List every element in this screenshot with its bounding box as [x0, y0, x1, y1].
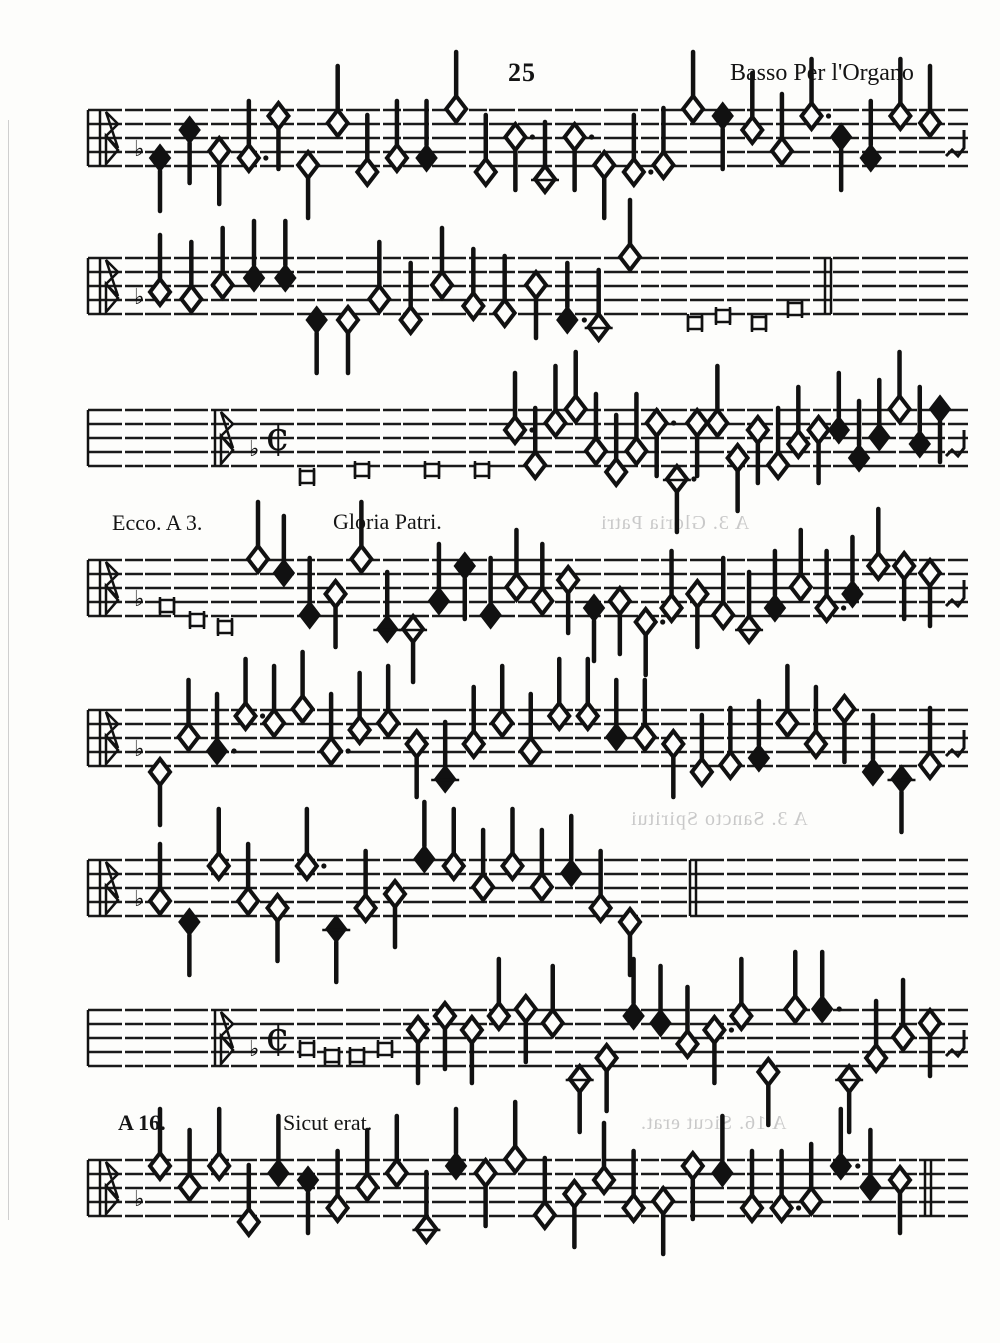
minim-note — [606, 459, 626, 485]
minim-note — [357, 159, 377, 185]
semiminim-note — [414, 846, 434, 872]
bleed-through-text: A 3. Sancto Spiritui — [630, 808, 808, 830]
breve-note — [218, 621, 232, 633]
minim-note — [506, 574, 526, 600]
dot — [671, 420, 676, 425]
minim-note — [890, 396, 910, 422]
custos-icon — [946, 130, 964, 156]
minim-note — [626, 438, 646, 464]
minim-note — [707, 410, 727, 436]
breve-note — [688, 317, 702, 329]
music-staff-5 — [0, 690, 1000, 810]
section-label-sicut: Sicut erat. — [283, 1110, 373, 1135]
minim-note — [653, 1188, 673, 1214]
minim-note — [532, 588, 552, 614]
flat-icon: ♭ — [134, 737, 145, 762]
minim-note — [525, 452, 545, 478]
flat-icon: ♭ — [134, 1187, 145, 1212]
music-staff-4 — [0, 540, 1000, 660]
cut-time-icon: ¢ — [265, 414, 291, 460]
semiminim-note — [561, 860, 581, 886]
dot — [260, 713, 265, 718]
semiminim-note — [557, 307, 577, 333]
minim-note — [772, 138, 792, 164]
minim-note — [893, 1024, 913, 1050]
custos-icon — [946, 1030, 964, 1056]
minim-note — [248, 546, 268, 572]
custos-icon — [946, 430, 964, 456]
dot — [841, 605, 846, 610]
semiminim-note — [863, 759, 883, 785]
dot — [855, 1163, 860, 1168]
minim-note — [476, 159, 496, 185]
minim-note — [920, 110, 940, 136]
dot — [660, 619, 665, 624]
semiminim-note — [207, 738, 227, 764]
page-number: 25 — [508, 58, 536, 87]
music-staff-8 — [0, 1140, 1000, 1260]
minim-note — [495, 300, 515, 326]
minim-note — [298, 152, 318, 178]
section-label-ecco: Ecco. A 3. — [112, 510, 203, 535]
section-label-a16: A 16. — [118, 1110, 166, 1135]
breve-note — [788, 303, 802, 315]
minim-note — [150, 759, 170, 785]
semiminim-note — [831, 124, 851, 150]
minim-note — [586, 438, 606, 464]
minim-note — [610, 588, 630, 614]
semiminim-note — [307, 307, 327, 333]
minim-note — [687, 410, 707, 436]
minim-note — [357, 1174, 377, 1200]
running-title: Basso Per l'Organo — [730, 60, 914, 86]
minim-note — [351, 546, 371, 572]
semiminim-note — [651, 1010, 671, 1036]
minim-note — [209, 138, 229, 164]
dot — [796, 1205, 801, 1210]
minim-note — [594, 152, 614, 178]
semiminim-note — [481, 602, 501, 628]
dot — [729, 1027, 734, 1032]
section-label-gloria: Gloria Patri. — [333, 509, 442, 534]
semiminim-note — [860, 1174, 880, 1200]
flat-icon: ♭ — [134, 587, 145, 612]
minim-note — [239, 1209, 259, 1235]
minim-note — [653, 152, 673, 178]
minim-note — [401, 307, 421, 333]
minim-note — [758, 1059, 778, 1085]
minim-note — [213, 272, 233, 298]
breve-note — [475, 464, 489, 476]
semiminim-note — [300, 602, 320, 628]
minim-note — [620, 909, 640, 935]
minim-note — [516, 996, 536, 1022]
semiminim-note — [869, 424, 889, 450]
minim-note — [526, 272, 546, 298]
breve-note — [355, 464, 369, 476]
minim-note — [635, 724, 655, 750]
minim-note — [777, 710, 797, 736]
minim-note — [521, 738, 541, 764]
flat-icon: ♭ — [249, 437, 260, 462]
music-staff-6 — [0, 840, 1000, 960]
minim-note — [369, 286, 389, 312]
cut-time-icon: ¢ — [265, 1014, 291, 1060]
minim-note — [321, 738, 341, 764]
dot — [321, 863, 326, 868]
minim-note — [476, 1160, 496, 1186]
minim-note — [387, 1160, 407, 1186]
dot — [648, 169, 653, 174]
flat-icon: ♭ — [134, 285, 145, 310]
minim-note — [920, 752, 940, 778]
breve-note — [378, 1043, 392, 1055]
breve-note — [325, 1050, 339, 1062]
semiminim-note — [179, 909, 199, 935]
minim-note — [720, 752, 740, 778]
minim-note — [545, 410, 565, 436]
minim-note — [328, 110, 348, 136]
minim-note — [238, 888, 258, 914]
bleed-through-text: A 16. Sicut erat. — [640, 1112, 787, 1134]
minim-note — [505, 1146, 525, 1172]
dot — [589, 134, 594, 139]
minim-note — [920, 1010, 940, 1036]
dot — [530, 134, 535, 139]
minim-note — [624, 159, 644, 185]
music-staff-2 — [0, 238, 1000, 358]
breve-note — [160, 600, 174, 612]
minim-note — [264, 710, 284, 736]
minim-note — [543, 1010, 563, 1036]
dot — [346, 748, 351, 753]
custos-icon — [946, 580, 964, 606]
dot — [263, 155, 268, 160]
music-staff-3 — [0, 390, 1000, 510]
semiminim-note — [606, 724, 626, 750]
minim-note — [692, 759, 712, 785]
music-staff-1 — [0, 90, 1000, 210]
semiminim-note — [930, 396, 950, 422]
semiminim-note — [812, 996, 832, 1022]
dot — [582, 317, 587, 322]
semiminim-note — [712, 1160, 732, 1186]
minim-note — [150, 888, 170, 914]
flat-icon: ♭ — [134, 137, 145, 162]
minim-note — [565, 124, 585, 150]
dot — [826, 113, 831, 118]
minim-note — [293, 696, 313, 722]
minim-note — [834, 696, 854, 722]
minim-note — [620, 244, 640, 270]
flat-icon: ♭ — [134, 887, 145, 912]
breve-note — [300, 471, 314, 483]
minim-note — [338, 307, 358, 333]
minim-note — [647, 410, 667, 436]
breve-note — [425, 464, 439, 476]
minim-note — [768, 452, 788, 478]
breve-note — [716, 310, 730, 322]
minim-note — [785, 996, 805, 1022]
minim-note — [532, 874, 552, 900]
breve-note — [300, 1043, 314, 1055]
semiminim-note — [274, 560, 294, 586]
minim-note — [505, 124, 525, 150]
minim-note — [473, 874, 493, 900]
minim-note — [920, 560, 940, 586]
minim-note — [535, 1202, 555, 1228]
minim-note — [636, 609, 656, 635]
minim-note — [683, 96, 703, 122]
minim-note — [378, 710, 398, 736]
minim-note — [181, 286, 201, 312]
minim-note — [791, 574, 811, 600]
breve-note — [752, 317, 766, 329]
breve-note — [190, 614, 204, 626]
bleed-through-text: A 3. Gloria Patri — [600, 512, 750, 534]
minim-note — [713, 602, 733, 628]
flat-icon: ♭ — [249, 1037, 260, 1062]
minim-note — [432, 272, 452, 298]
minim-note — [179, 724, 199, 750]
semiminim-note — [268, 1160, 288, 1186]
breve-note — [350, 1050, 364, 1062]
custos-icon — [946, 730, 964, 756]
music-staff-7 — [0, 990, 1000, 1110]
minim-note — [180, 1174, 200, 1200]
minim-note — [566, 396, 586, 422]
semiminim-note — [429, 588, 449, 614]
dot — [837, 1006, 842, 1011]
minim-note — [801, 1188, 821, 1214]
dot — [231, 748, 236, 753]
minim-note — [446, 96, 466, 122]
minim-note — [492, 710, 512, 736]
